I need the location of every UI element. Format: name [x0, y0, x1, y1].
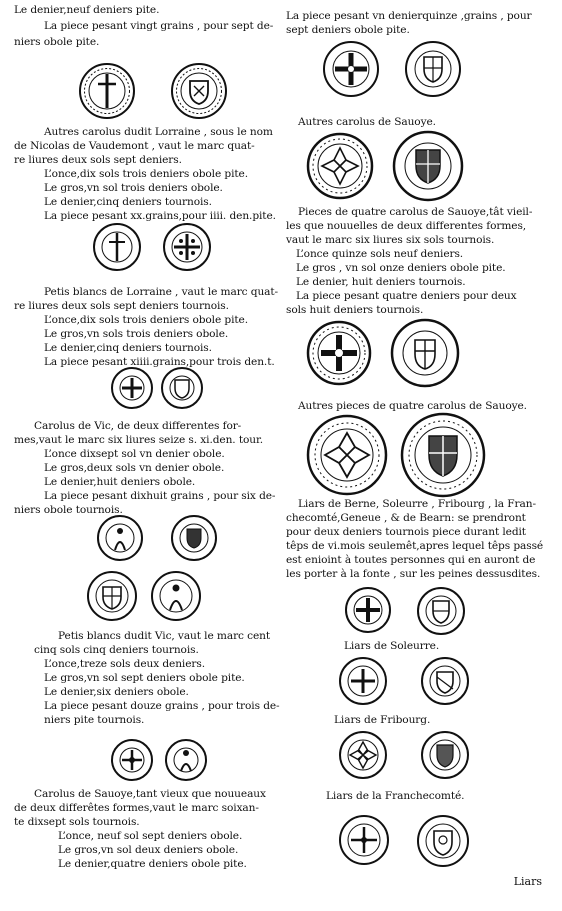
- text-line: La piece pesant vingt grains , pour sept de-: [44, 20, 274, 32]
- coin-reverse-shield-icon: [160, 366, 204, 410]
- text-line: les porter à la fonte , sur les peines dessusdites.: [286, 568, 541, 580]
- text-line: Autres carolus dudit Lorraine , sous le nom: [44, 126, 273, 138]
- coin-obverse-cross-icon: [110, 366, 154, 410]
- text-line: Petis blancs de Lorraine , vaut le marc quat-: [44, 286, 279, 298]
- coin-obverse-cross-icon: [338, 730, 388, 780]
- text-line: Le denier,cinq deniers tournois.: [44, 196, 212, 208]
- coin-reverse-shield-icon: [170, 514, 218, 562]
- coin-obverse-cross-icon: [338, 656, 388, 706]
- text-line: est enioint à toutes personnes qui en auront de: [286, 554, 536, 566]
- text-line: Pieces de quatre carolus de Sauoye,tât vieil-: [298, 206, 533, 218]
- text-line: La piece pesant vn denierquinze ,grains , pour: [286, 10, 532, 22]
- coin-reverse-figure-icon: [164, 738, 208, 782]
- text-line: te dixsept sols tournois.: [14, 816, 140, 828]
- text-line: Le gros,vn sols trois deniers obole.: [44, 328, 229, 340]
- text-line: Le gros,vn sol sept deniers obole pite.: [44, 672, 245, 684]
- text-line: Le gros,deux sols vn denier obole.: [44, 462, 225, 474]
- text-line: cinq sols cinq deniers tournois.: [34, 644, 199, 656]
- text-line: La piece pesant dixhuit grains , pour six de-: [44, 490, 276, 502]
- text-line: checomté,Geneue , & de Bearn: se prendront: [286, 512, 526, 524]
- text-line: La piece pesant quatre deniers pour deux: [296, 290, 517, 302]
- coin-obverse-cross-icon: [322, 40, 380, 98]
- text-line: La piece pesant xx.grains,pour iiii. den.pite.: [44, 210, 276, 222]
- coin-obverse-cross-icon: [306, 320, 372, 386]
- text-line: têps de vi.mois seulemêt,apres lequel têps passé: [286, 540, 544, 552]
- text-line: Le gros,vn sol deux deniers obole.: [58, 844, 239, 856]
- text-line: sept deniers obole pite.: [286, 24, 410, 36]
- text-line: L’once, neuf sol sept deniers obole.: [58, 830, 243, 842]
- coin-reverse-cross-icon: [162, 222, 212, 272]
- catchword: Liars: [513, 875, 542, 888]
- text-line: Carolus de Vic, de deux differentes for-: [34, 420, 242, 432]
- coin-reverse-shield-icon: [170, 62, 228, 120]
- text-line: Carolus de Sauoye,tant vieux que nouueaux: [34, 788, 266, 800]
- text-line: Le denier,quatre deniers obole pite.: [58, 858, 247, 870]
- coin-obverse-cross-icon: [344, 586, 392, 634]
- text-line: L’once quinze sols neuf deniers.: [296, 248, 464, 260]
- text-line: L’once,dix sols trois deniers obole pite.: [44, 314, 248, 326]
- coin-reverse-shield-icon: [420, 656, 470, 706]
- coin-reverse-shield-icon: [420, 730, 470, 780]
- text-line: les que nouuelles de deux differentes formes,: [286, 220, 527, 232]
- text-line: Liars de Soleurre.: [344, 640, 440, 652]
- text-line: niers pite tournois.: [44, 714, 145, 726]
- coin-reverse-shield-icon: [416, 814, 470, 868]
- text-line: Autres carolus de Sauoye.: [298, 116, 436, 128]
- text-line: Petis blancs dudit Vic, vaut le marc cent: [58, 630, 271, 642]
- text-line: L’once dixsept sol vn denier obole.: [44, 448, 225, 460]
- coin-reverse-fert-shield-icon: [390, 318, 460, 388]
- coin-reverse-shield-icon: [404, 40, 462, 98]
- text-line: Liars de la Franchecomté.: [326, 790, 465, 802]
- coin-reverse-shield-icon: [392, 130, 464, 202]
- coin-obverse-sword-icon: [92, 222, 142, 272]
- text-line: re liures deux sols sept deniers.: [14, 154, 182, 166]
- text-line: Liars de Berne, Soleurre , Fribourg , la Fran-: [298, 498, 536, 510]
- coin-reverse-figure-icon: [150, 570, 202, 622]
- text-line: Le gros,vn sol trois deniers obole.: [44, 182, 223, 194]
- text-line: Le denier,cinq deniers tournois.: [44, 342, 212, 354]
- text-line: niers obole tournois.: [14, 504, 123, 516]
- text-line: L’once,treze sols deux deniers.: [44, 658, 205, 670]
- coin-obverse-sword-icon: [78, 62, 136, 120]
- coin-obverse-cross-icon: [338, 814, 390, 866]
- text-line: Le denier,huit deniers obole.: [44, 476, 196, 488]
- coin-obverse-cross-icon: [306, 132, 374, 200]
- text-line: re liures deux sols sept deniers tournois.: [14, 300, 229, 312]
- text-line: Autres pieces de quatre carolus de Sauoye.: [298, 400, 527, 412]
- text-line: de Nicolas de Vaudemont , vaut le marc quat-: [14, 140, 255, 152]
- text-line: pour deux deniers tournois piece durant ledit: [286, 526, 526, 538]
- coin-reverse-shield-icon: [416, 586, 466, 636]
- text-line: Liars de Fribourg.: [334, 714, 431, 726]
- text-line: L’once,dix sols trois deniers obole pite.: [44, 168, 248, 180]
- text-line: vaut le marc six liures six sols tournois.: [286, 234, 495, 246]
- text-line: Le gros , vn sol onze deniers obole pite.: [296, 262, 506, 274]
- coin-obverse-shield-icon: [86, 570, 138, 622]
- text-line: La piece pesant douze grains , pour trois de-: [44, 700, 280, 712]
- text-line: mes,vaut le marc six liures seize s. xi.den. tour.: [14, 434, 264, 446]
- text-line: Le denier, huit deniers tournois.: [296, 276, 466, 288]
- text-line: niers obole pite.: [14, 36, 100, 48]
- coin-obverse-figure-icon: [96, 514, 144, 562]
- coin-obverse-cross-icon: [110, 738, 154, 782]
- text-line: Le denier,six deniers obole.: [44, 686, 189, 698]
- text-line: sols huit deniers tournois.: [286, 304, 424, 316]
- text-line: de deux differêtes formes,vaut le marc soixan-: [14, 802, 259, 814]
- text-line: La piece pesant xiiii.grains,pour trois den.t.: [44, 356, 275, 368]
- coin-obverse-cross-icon: [306, 414, 388, 496]
- text-line: Le denier,neuf deniers pite.: [14, 4, 160, 16]
- coin-reverse-shield-icon: [400, 412, 486, 498]
